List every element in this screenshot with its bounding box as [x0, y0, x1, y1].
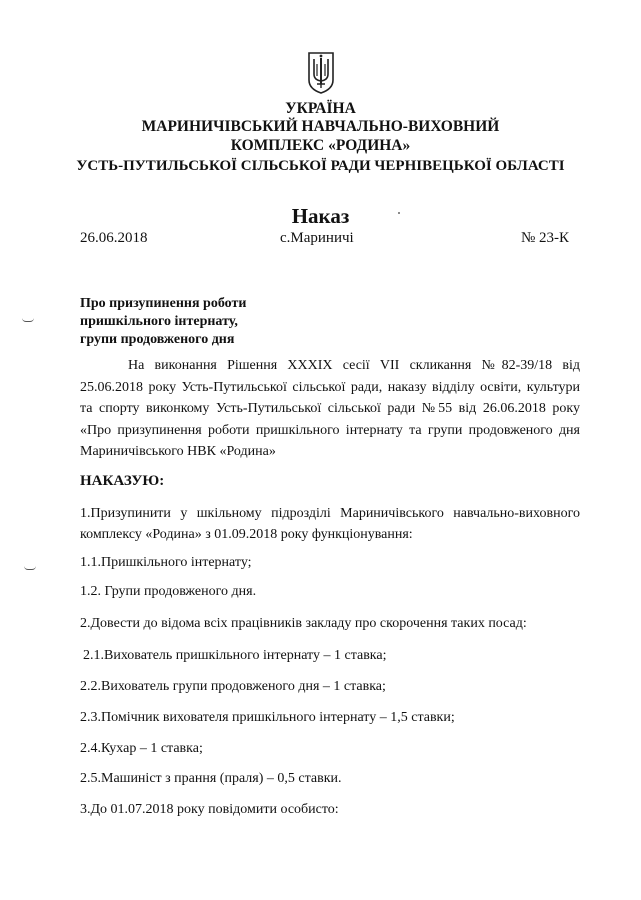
school-name-line2: КОМПЛЕКС «РОДИНА» [230, 137, 411, 154]
subject-line-1: Про призупинення роботи [80, 296, 247, 311]
order-item-1-2: 1.2. Групи продовженого дня. [80, 584, 257, 599]
order-item-3: 3.До 01.07.2018 року повідомити особисто: [80, 802, 339, 817]
order-place: с.Мариничі [280, 230, 354, 246]
order-item-2-3: 2.3.Помічник вихователя пришкільного інтернату – 1,5 ставки; [80, 710, 455, 725]
trident-emblem-icon [306, 50, 336, 94]
preamble-paragraph: На виконання Рішення XXXIX сесії VII скликання №82-39/18 від 25.06.2018 року Усть-Путильської сільської ради, наказу відділу освіти, культури та спорту виконкому Усть-Путильської сільської ради №55 від 26.06.2018 року «Про призупинення роботи пришкільного інтернату та групи продовженого дня Мариничівського НВК «Родина» [80, 358, 580, 459]
country-heading: УКРАЇНА [285, 100, 356, 117]
hole-punch-mark [22, 318, 34, 322]
order-date: 26.06.2018 [80, 230, 148, 246]
order-item-2-1: 2.1.Вихователь пришкільного інтернату – 1 ставка; [83, 648, 387, 663]
council-name: УСТЬ-ПУТИЛЬСЬКОЇ СІЛЬСЬКОЇ РАДИ ЧЕРНІВЕЦЬКОЇ ОБЛАСТІ [76, 158, 565, 174]
order-item-1-1: 1.1.Пришкільного інтернату; [80, 555, 252, 570]
order-item-2: 2.Довести до відома всіх працівників закладу про скорочення таких посад: [80, 616, 527, 631]
order-title: Наказ [291, 204, 350, 228]
hole-punch-mark [24, 566, 36, 570]
order-number: № 23-К [521, 230, 570, 246]
directive-heading: НАКАЗУЮ: [80, 473, 165, 489]
subject-line-2: пришкільного інтернату, [80, 314, 238, 329]
order-item-2-4: 2.4.Кухар – 1 ставка; [80, 741, 203, 756]
school-name-line1: МАРИНИЧІВСЬКИЙ НАВЧАЛЬНО-ВИХОВНИЙ [141, 118, 500, 135]
order-item-2-5: 2.5.Машиніст з прання (праля) – 0,5 ставки. [80, 771, 342, 786]
order-item-1: 1.Призупинити у шкільному підрозділі Мариничівського навчально-виховного комплексу «Родина» з 01.09.2018 року функціонування: [80, 506, 580, 542]
scan-speck [398, 212, 400, 214]
order-item-2-2: 2.2.Вихователь групи продовженого дня – 1 ставка; [80, 679, 386, 694]
subject-line-3: групи продовженого дня [80, 332, 235, 347]
